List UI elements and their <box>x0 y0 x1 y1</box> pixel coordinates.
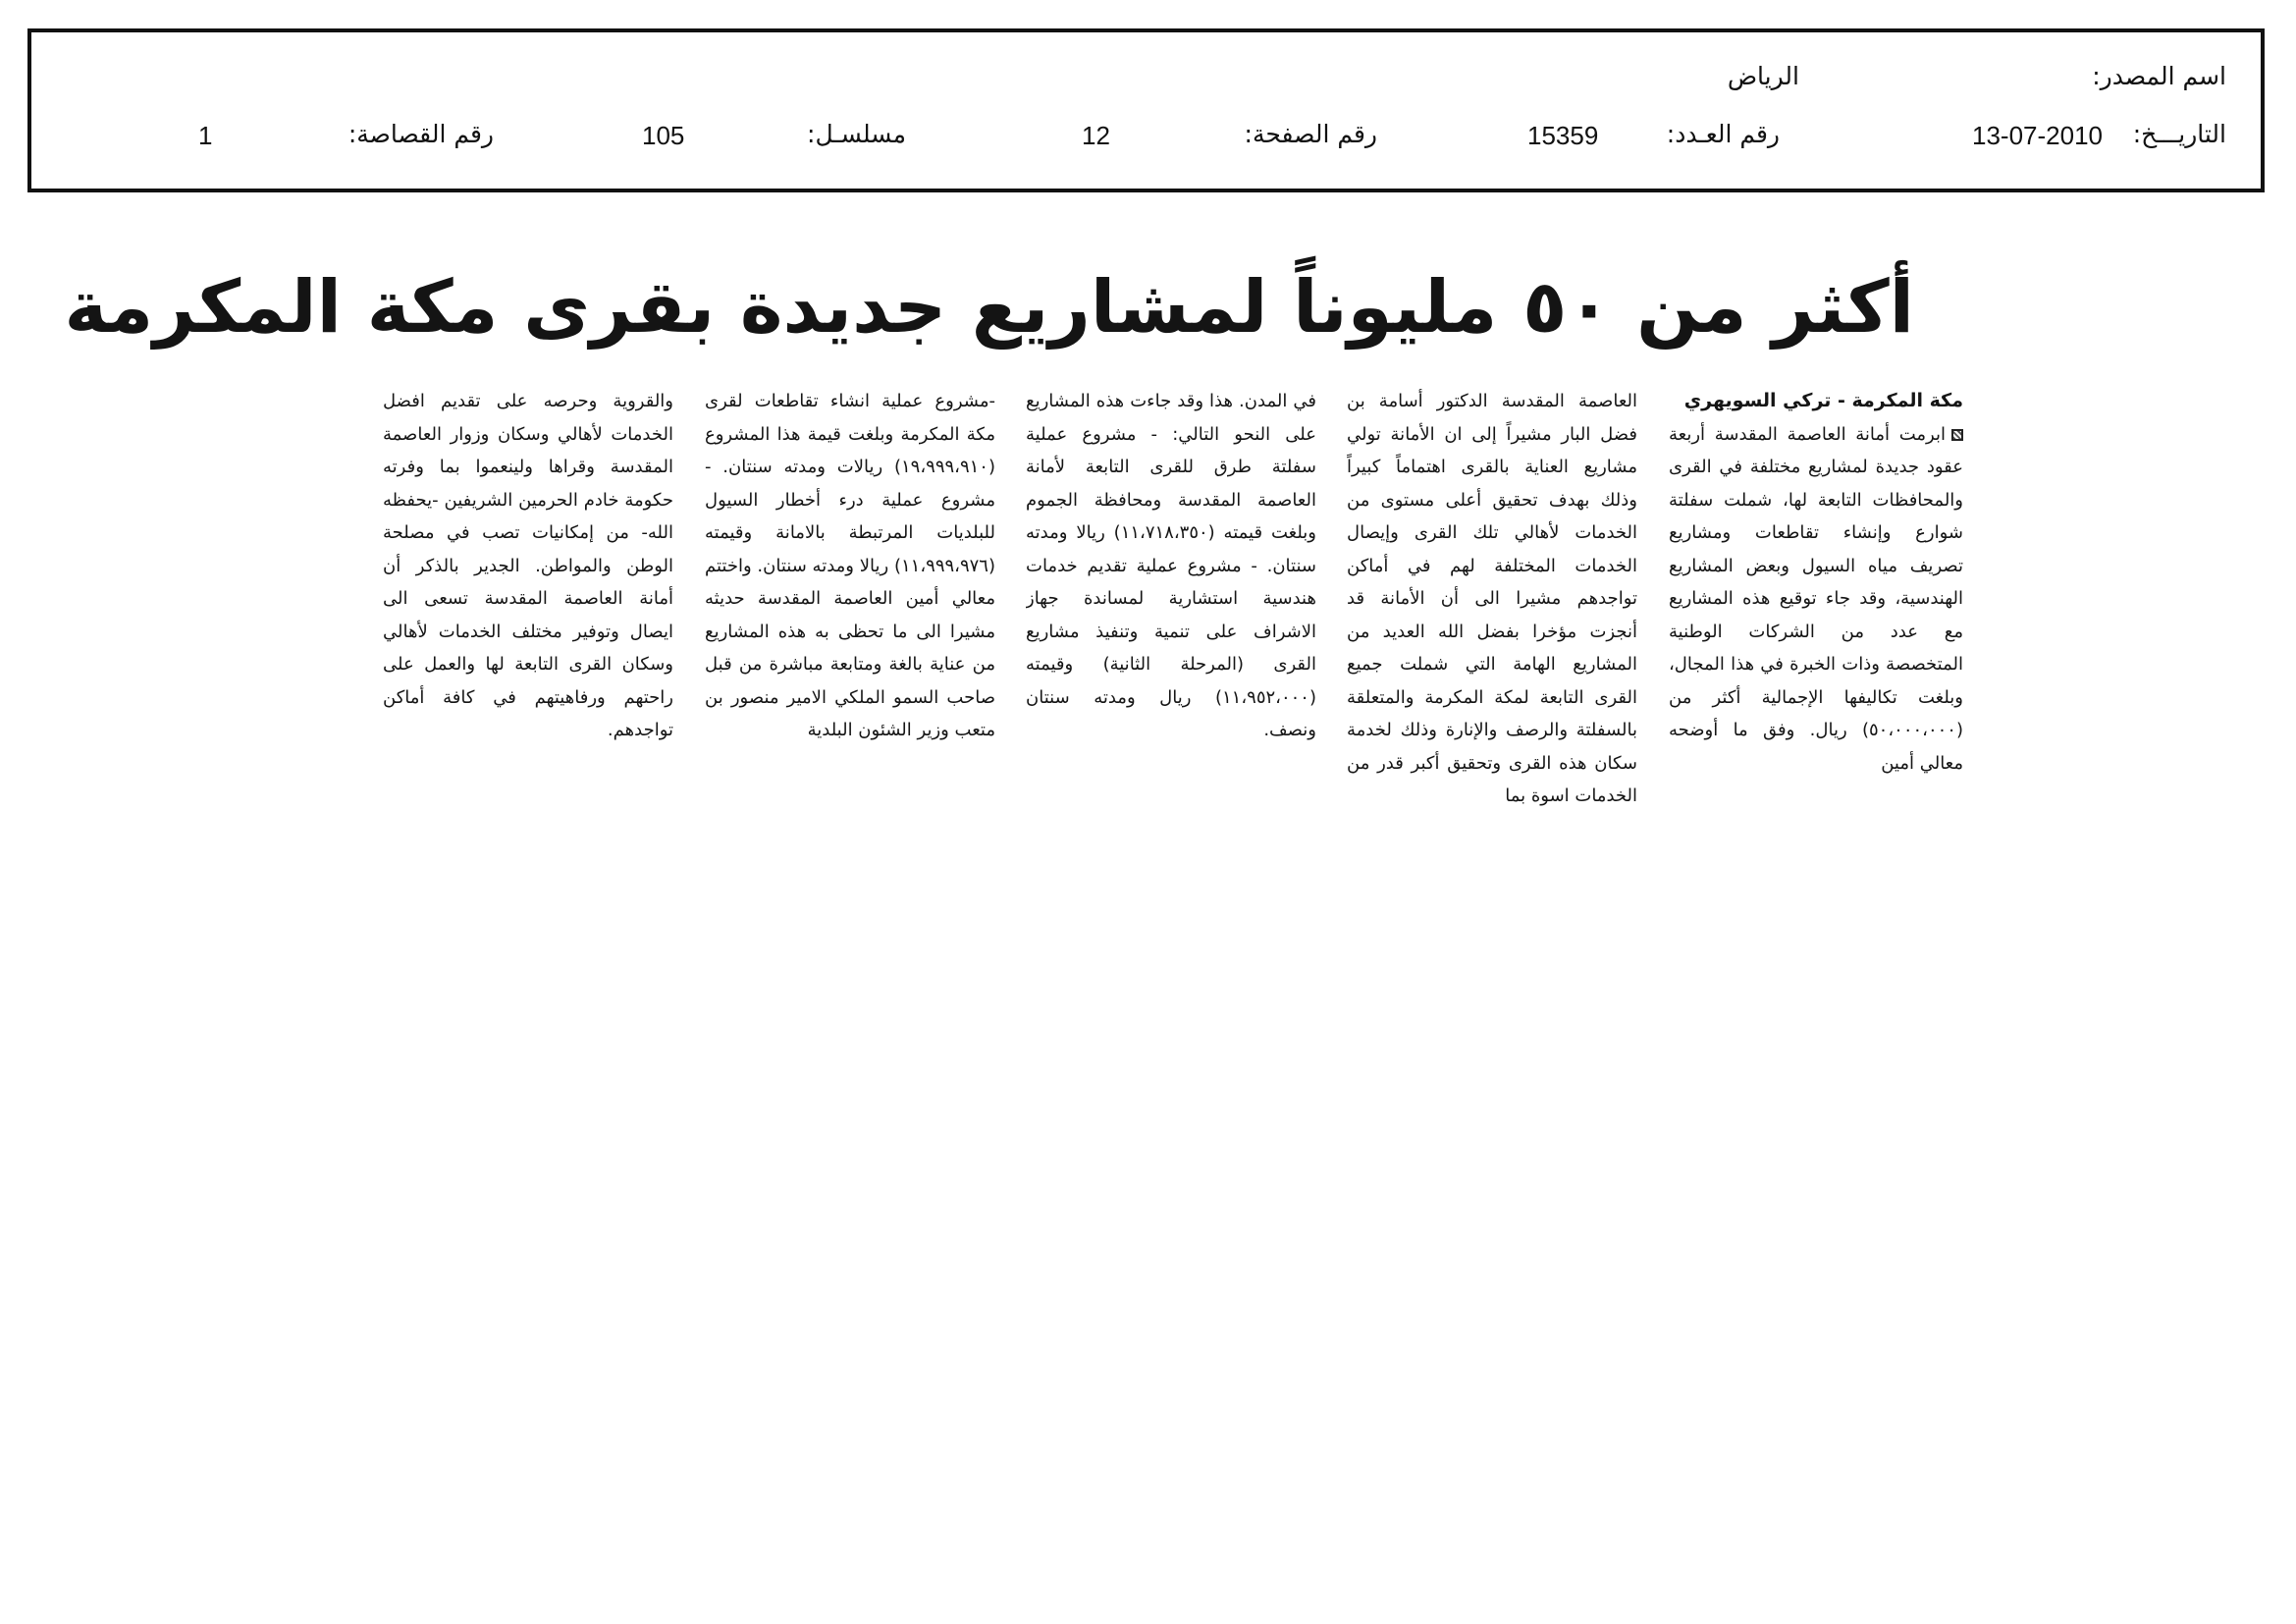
serial-value: 105 <box>642 121 685 150</box>
column-5-text: والقروية وحرصه على تقديم افضل الخدمات لأهالي وسكان وزوار العاصمة المقدسة وقراها ولينعموا بما وفرته حكومة خادم الحرمين الشريفين -يحفظه الله- من إمكانيات تصب في مصلحة الوطن والمواطن. الجدير بالذكر أن أمانة العاصمة المقدسة تسعى الى ايصال وتوفير مختلف الخدمات لأهالي وسكان القرى التابعة لها والعمل على راحتهم ورفاهيتهم في كافة أماكن تواجدهم. <box>383 391 673 740</box>
date-label: التاريـــخ: <box>2132 120 2226 148</box>
serial-label: مسلسـل: <box>807 120 906 148</box>
paragraph-bullet-icon <box>1951 429 1963 441</box>
column-4-text: -مشروع عملية انشاء تقاطعات لقرى مكة المكرمة وبلغت قيمة هذا المشروع (١٩،٩٩٩،٩١٠) ريالات ومدته سنتان. - مشروع عملية درء أخطار السيول للبلديات المرتبطة بالامانة وقيمته (١١،٩٩٩،٩٧٦) ريالا ومدته سنتان. واختتم معالي أمين العاصمة المقدسة حديثه مشيرا الى ما تحظى به هذه المشاريع من عناية بالغة ومتابعة مباشرة من قبل صاحب السمو الملكي الامير منصور بن متعب وزير الشئون البلدية <box>705 391 995 740</box>
date-value: 13-07-2010 <box>1972 121 2103 150</box>
article-byline: مكة المكرمة - تركي السويهري <box>1683 390 1963 411</box>
article-headline: أكثر من ٥٠ مليوناً لمشاريع جديدة بقرى مكة المكرمة <box>64 265 1914 350</box>
column-1-text: ابرمت أمانة العاصمة المقدسة أربعة عقود جديدة لمشاريع مختلفة في القرى والمحافظات التابعة لها، شملت سفلتة شوارع وإنشاء تقاطعات ومشاريع تصريف مياه السيول وبعض المشاريع الهندسية، وقد جاء توقيع هذه المشاريع مع عدد من الشركات الوطنية المتخصصة وذات الخبرة في هذا المجال، وبلغت تكاليفها الإجمالية أكثر من (٥٠،٠٠٠،٠٠٠) ريال. وفق ما أوضحه معالي أمين <box>1669 423 1963 774</box>
column-3-text: في المدن. هذا وقد جاءت هذه المشاريع على النحو التالي: - مشروع عملية سفلتة طرق للقرى التابعة لأمانة العاصمة المقدسة ومحافظة الجموم وبلغت قيمته (١١،٧١٨،٣٥٠) ريالا ومدته سنتان. - مشروع عملية تقديم خدمات هندسية استشارية لمساندة جهاز الاشراف على تنمية وتنفيذ مشاريع القرى (المرحلة الثانية) وقيمته (١١،٩٥٢،٠٠٠) ريال ومدته سنتان ونصف. <box>1026 391 1316 740</box>
article-column-2 <box>1347 385 1637 876</box>
article-column-1 <box>1669 385 1963 876</box>
clipping-header-box <box>27 28 2265 192</box>
source-value: الرياض <box>1727 62 1799 90</box>
article-column-3 <box>1026 385 1316 876</box>
page-value: 12 <box>1082 121 1110 150</box>
issue-value: 15359 <box>1527 121 1599 150</box>
source-label: اسم المصدر: <box>2092 62 2226 90</box>
clip-label: رقم القصاصة: <box>347 120 494 148</box>
page-label: رقم الصفحة: <box>1244 120 1377 148</box>
article-column-4 <box>705 385 995 876</box>
issue-label: رقم العـدد: <box>1666 120 1780 148</box>
clip-value: 1 <box>198 121 213 150</box>
article-column-5 <box>383 385 673 846</box>
column-2-text: العاصمة المقدسة الدكتور أسامة بن فضل البار مشيراً إلى ان الأمانة تولي مشاريع العناية بالقرى اهتماماً كبيراً وذلك بهدف تحقيق أعلى مستوى من الخدمات لأهالي تلك القرى وإيصال الخدمات المختلفة لهم في أماكن تواجدهم مشيرا الى أن الأمانة قد أنجزت مؤخرا بفضل الله العديد من المشاريع الهامة التي شملت جميع القرى التابعة لمكة المكرمة والمتعلقة بالسفلتة والرصف والإنارة وذلك لخدمة سكان هذه القرى وتحقيق أكبر قدر من الخدمات اسوة بما <box>1347 391 1637 806</box>
